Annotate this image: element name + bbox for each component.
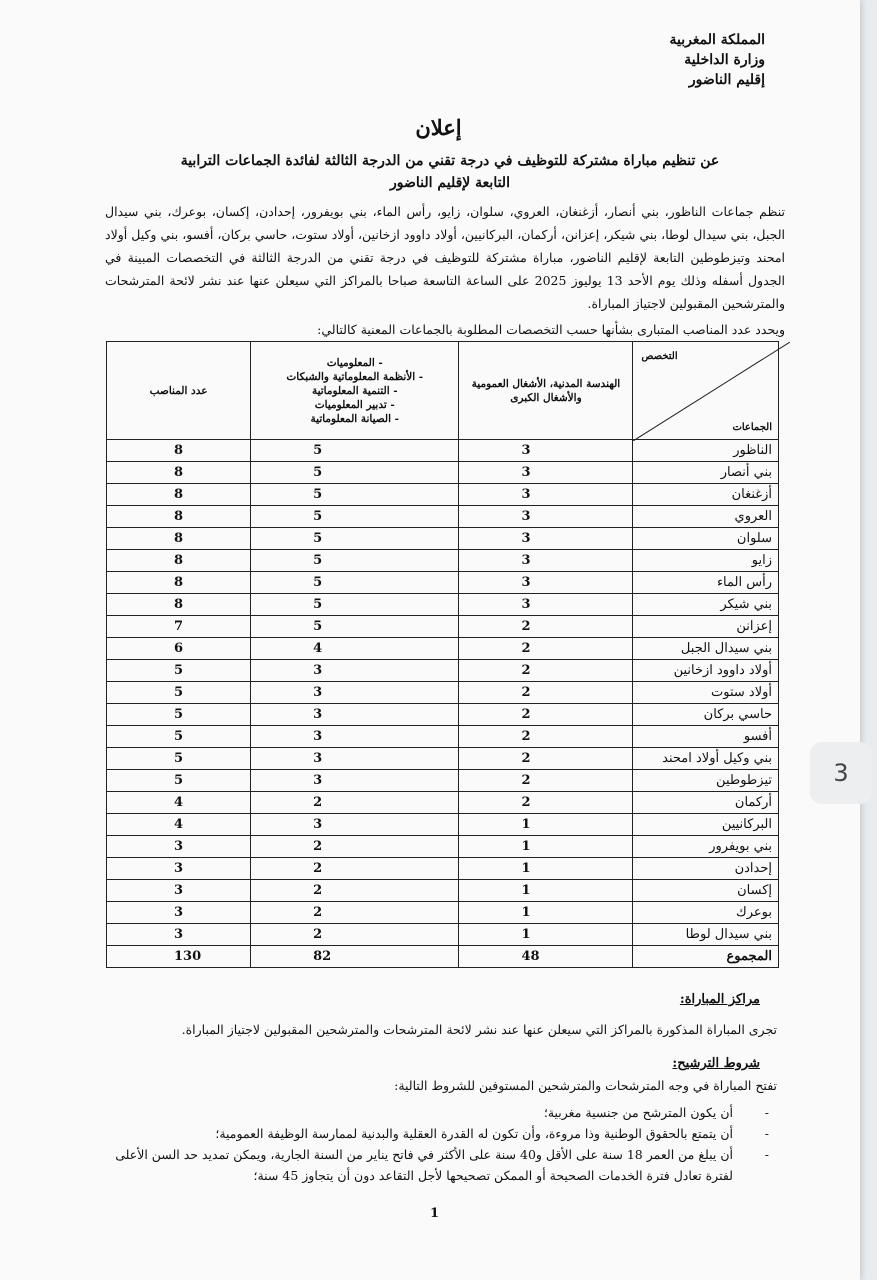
civil-count: 3: [459, 506, 633, 528]
commune-cell: بني وكيل أولاد امحند: [633, 748, 779, 770]
it-count: 2: [251, 836, 459, 858]
table-row: [107, 902, 779, 924]
it-count: 3: [251, 748, 459, 770]
conditions-title: شروط الترشيح:: [672, 1056, 760, 1071]
commune-cell: رأس الماء: [633, 572, 779, 594]
total-label: المجموع: [633, 946, 779, 968]
table-row: [107, 506, 779, 528]
page-title: إعلان: [415, 115, 462, 140]
it-count: 5: [251, 572, 459, 594]
total-row: [107, 946, 779, 968]
commune-cell: سلوان: [633, 528, 779, 550]
posts-count: 8: [107, 506, 251, 528]
posts-count: 8: [107, 440, 251, 462]
civil-count: 1: [459, 858, 633, 880]
header-communes: الجماعات: [732, 422, 772, 433]
table-row: [107, 814, 779, 836]
posts-count: 3: [107, 836, 251, 858]
it-count: 2: [251, 880, 459, 902]
conditions-intro: تفتح المباراة في وجه المترشحات والمترشحين المستوفين للشروط التالية:: [394, 1078, 777, 1093]
civil-count: 2: [459, 770, 633, 792]
posts-count: 5: [107, 682, 251, 704]
posts-count: 8: [107, 550, 251, 572]
commune-cell: إحدادن: [633, 858, 779, 880]
table-row: [107, 682, 779, 704]
subtitle-line-1: عن تنظيم مباراة مشتركة للتوظيف في درجة تقني من الدرجة الثالثة لفائدة الجماعات الترابية: [180, 153, 720, 169]
commune-cell: إعزانن: [633, 616, 779, 638]
commune-cell: إكسان: [633, 880, 779, 902]
table-row: [107, 726, 779, 748]
table-row: [107, 792, 779, 814]
it-count: 5: [251, 616, 459, 638]
header-it-line: - تدبير المعلوميات: [314, 398, 395, 411]
civil-count: 3: [459, 440, 633, 462]
it-count: 3: [251, 770, 459, 792]
list-item: - أن يكون المترشح من جنسية مغربية؛: [100, 1102, 777, 1123]
it-count: 5: [251, 594, 459, 616]
posts-count: 3: [107, 902, 251, 924]
civil-count: 2: [459, 638, 633, 660]
it-count: 5: [251, 506, 459, 528]
it-count: 5: [251, 462, 459, 484]
commune-cell: العروي: [633, 506, 779, 528]
civil-count: 1: [459, 814, 633, 836]
table-row: [107, 836, 779, 858]
posts-count: 5: [107, 660, 251, 682]
commune-cell: حاسي بركان: [633, 704, 779, 726]
ministry-line: وزارة الداخلية: [684, 52, 765, 68]
civil-count: 2: [459, 616, 633, 638]
posts-count: 5: [107, 726, 251, 748]
civil-count: 3: [459, 572, 633, 594]
posts-count: 8: [107, 572, 251, 594]
table-header-row: [107, 342, 779, 440]
commune-cell: أزغنغان: [633, 484, 779, 506]
header-posts: عدد المناصب: [107, 342, 251, 440]
table-row: [107, 594, 779, 616]
commune-cell: بني بويفرور: [633, 836, 779, 858]
table-row: [107, 660, 779, 682]
it-count: 5: [251, 550, 459, 572]
civil-count: 2: [459, 726, 633, 748]
civil-count: 3: [459, 462, 633, 484]
commune-cell: بوعرك: [633, 902, 779, 924]
civil-count: 1: [459, 836, 633, 858]
it-count: 4: [251, 638, 459, 660]
table-row: [107, 770, 779, 792]
intro-paragraph: تنظم جماعات الناظور، بني أنصار، أزغنغان، العروي، سلوان، زايو، رأس الماء، بني بويفرور، إحدادن، إكسان، بوعرك، بني سيدال الجبل، بني سيدال لوطا، بني شيكر، إعزانن، أركمان، البركانيين، أولاد داوود ازخانين، أولاد ستوت، حاسي بركان، أفسو، بني وكيل أولاد امحند وتيزطوطين التابعة لإقليم الناضور، مباراة مشتركة للتوظيف في درجة تقني من الدرجة الثالثة في التخصصات المبينة في الجدول أسفله وذلك يوم الأحد 13 يوليوز 2025 على الساعة التاسعة صباحا بالمراكز التي سيعلن عنها عند نشر لائحة المترشحات والمترشحين المقبولين لاجتياز المباراة.: [105, 204, 785, 311]
it-count: 3: [251, 726, 459, 748]
civil-count: 3: [459, 484, 633, 506]
commune-cell: بني شيكر: [633, 594, 779, 616]
civil-count: 1: [459, 880, 633, 902]
posts-count: 8: [107, 484, 251, 506]
table-row: [107, 484, 779, 506]
header-it-line: - الأنظمة المعلوماتية والشبكات: [286, 370, 424, 383]
commune-cell: بني سيدال لوطا: [633, 924, 779, 946]
table-body: [107, 440, 779, 968]
posts-count: 4: [107, 814, 251, 836]
civil-count: 2: [459, 704, 633, 726]
province-line: إقليم الناضور: [688, 72, 765, 88]
conditions-list: [100, 1102, 777, 1186]
table-row: [107, 616, 779, 638]
posts-count: 3: [107, 858, 251, 880]
it-count: 2: [251, 858, 459, 880]
it-count: 3: [251, 814, 459, 836]
it-count: 5: [251, 484, 459, 506]
posts-count: 7: [107, 616, 251, 638]
kingdom-line: المملكة المغربية: [669, 32, 765, 48]
it-count: 2: [251, 902, 459, 924]
table-row: [107, 638, 779, 660]
header-it-line: - التنمية المعلوماتية: [311, 384, 398, 397]
commune-cell: الناظور: [633, 440, 779, 462]
commune-cell: تيزطوطين: [633, 770, 779, 792]
commune-cell: البركانيين: [633, 814, 779, 836]
total-it: 82: [251, 946, 459, 968]
table-caption: ويحدد عدد المناصب المتبارى بشأنها حسب التخصصات المطلوبة بالجماعات المعنية كالتالي:: [317, 322, 785, 337]
commune-cell: بني أنصار: [633, 462, 779, 484]
page-indicator-badge[interactable]: 3: [810, 742, 872, 804]
civil-count: 3: [459, 594, 633, 616]
civil-count: 2: [459, 792, 633, 814]
table-row: [107, 704, 779, 726]
civil-count: 2: [459, 682, 633, 704]
page-number: 1: [430, 1206, 440, 1221]
posts-count: 8: [107, 528, 251, 550]
table-row: [107, 924, 779, 946]
it-count: 5: [251, 528, 459, 550]
list-item: - أن يبلغ من العمر 18 سنة على الأقل و40 سنة على الأكثر في فاتح يناير من السنة الجارية، ويمكن تمديد حد السن الأعلى لفترة تعادل فترة الخدمات الصحيحة أو الممكن تصحيحها لأجل التقاعد دون أن يتجاوز 45 سنة؛: [100, 1144, 777, 1186]
civil-count: 2: [459, 660, 633, 682]
header-specialty: التخصص: [641, 351, 678, 362]
posts-count: 4: [107, 792, 251, 814]
table-row: [107, 572, 779, 594]
posts-count: 5: [107, 704, 251, 726]
commune-cell: زايو: [633, 550, 779, 572]
civil-count: 2: [459, 748, 633, 770]
it-count: 2: [251, 792, 459, 814]
table-row: [107, 858, 779, 880]
posts-count: 5: [107, 748, 251, 770]
posts-count: 8: [107, 594, 251, 616]
commune-cell: أولاد ستوت: [633, 682, 779, 704]
table-row: [107, 880, 779, 902]
header-diagonal-cell: [633, 342, 779, 440]
list-item: - أن يتمتع بالحقوق الوطنية وذا مروءة، وأن تكون له القدرة العقلية والبدنية لممارسة الوظيفة العمومية؛: [100, 1123, 777, 1144]
table-row: [107, 748, 779, 770]
header-civil-engineering: الهندسة المدنية، الأشغال العمومية والأشغال الكبرى: [459, 342, 633, 440]
total-civil: 48: [459, 946, 633, 968]
civil-count: 3: [459, 528, 633, 550]
total-posts: 130: [107, 946, 251, 968]
it-count: 3: [251, 704, 459, 726]
posts-count: 3: [107, 924, 251, 946]
subtitle-line-2: التابعة لإقليم الناضور: [390, 175, 510, 191]
posts-count: 6: [107, 638, 251, 660]
civil-count: 3: [459, 550, 633, 572]
civil-count: 1: [459, 924, 633, 946]
it-count: 3: [251, 682, 459, 704]
civil-count: 1: [459, 902, 633, 924]
subtitle: [150, 150, 750, 194]
header-it: [251, 342, 459, 440]
commune-cell: أولاد داوود ازخانين: [633, 660, 779, 682]
table-row: [107, 462, 779, 484]
commune-cell: بني سيدال الجبل: [633, 638, 779, 660]
table-row: [107, 528, 779, 550]
header-it-line: - المعلوميات: [326, 356, 383, 369]
table-row: [107, 440, 779, 462]
posts-count: 5: [107, 770, 251, 792]
positions-table: [106, 341, 779, 968]
posts-count: 8: [107, 462, 251, 484]
centers-title: مراكز المباراة:: [679, 992, 760, 1007]
commune-cell: أفسو: [633, 726, 779, 748]
commune-cell: أركمان: [633, 792, 779, 814]
posts-count: 3: [107, 880, 251, 902]
centers-text: تجرى المباراة المذكورة بالمراكز التي سيعلن عنها عند نشر لائحة المترشحات والمترشحين المقبولين لاجتياز المباراة.: [181, 1022, 777, 1037]
header-it-line: - الصيانة المعلوماتية: [310, 412, 400, 425]
table-row: [107, 550, 779, 572]
it-count: 2: [251, 924, 459, 946]
it-count: 5: [251, 440, 459, 462]
it-count: 3: [251, 660, 459, 682]
letterhead: [565, 30, 765, 90]
